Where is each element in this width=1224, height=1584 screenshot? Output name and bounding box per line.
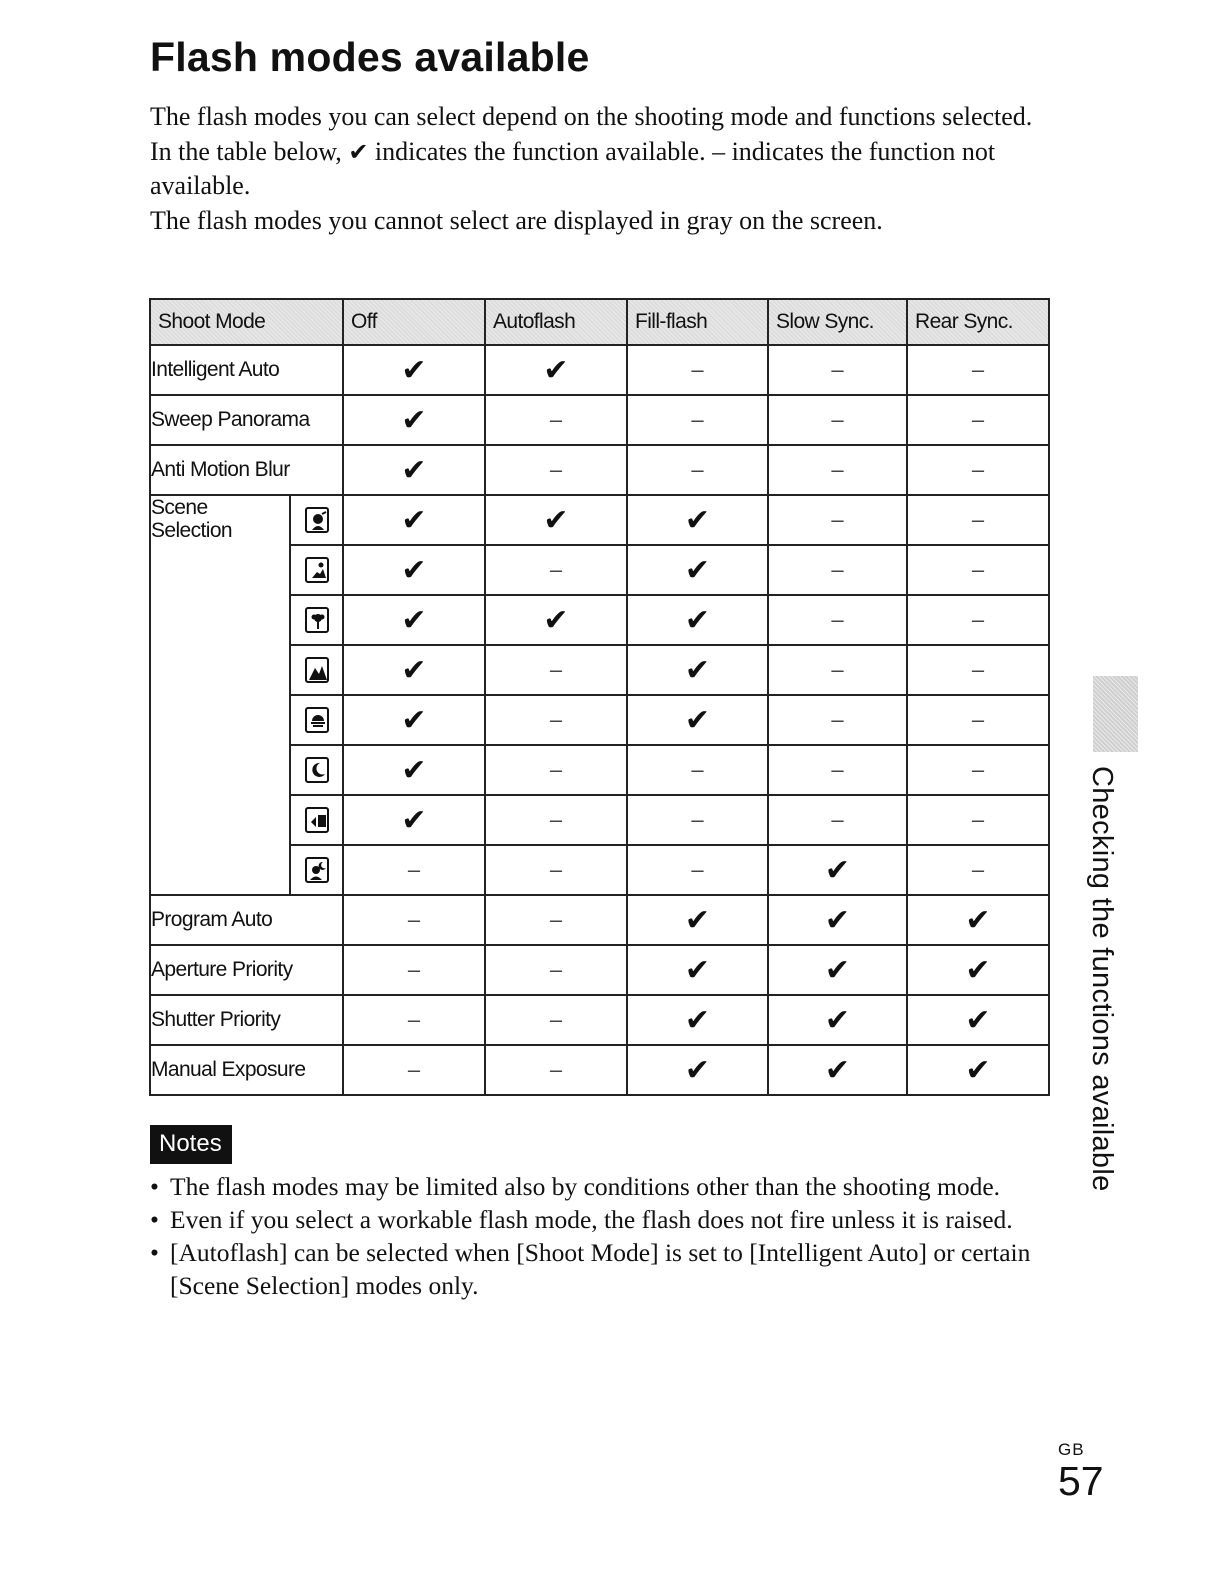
- note-item: [150, 1170, 1060, 1203]
- check-mark-icon: ✔: [348, 137, 369, 166]
- cell-autoflash: –: [485, 695, 627, 745]
- flash-mode-table: [149, 298, 1050, 1096]
- cell-off: –: [343, 945, 485, 995]
- cell-off: ✔: [343, 495, 485, 545]
- header-autoflash: Autoflash: [485, 299, 627, 345]
- cell-autoflash: ✔: [485, 595, 627, 645]
- section-tab-label: Checking the functions available: [1086, 766, 1118, 1192]
- cell-autoflash: –: [485, 645, 627, 695]
- intro-line-2-after: indicates the function available. – indicates the function not available.: [150, 136, 996, 200]
- cell-off: ✔: [343, 695, 485, 745]
- shoot-mode-cell: Anti Motion Blur: [150, 445, 343, 495]
- table-header-row: [150, 299, 1049, 345]
- cell-rear-sync: ✔: [907, 895, 1049, 945]
- table-row: [150, 345, 1049, 395]
- shoot-mode-cell: Intelligent Auto: [150, 345, 343, 395]
- cell-rear-sync: ✔: [907, 1045, 1049, 1095]
- cell-autoflash: –: [485, 845, 627, 895]
- scene-icon-cell: [290, 695, 343, 745]
- cell-fill-flash: ✔: [627, 695, 768, 745]
- portrait-icon: [305, 507, 329, 533]
- intro-line-2: [150, 135, 1050, 204]
- cell-fill-flash: ✔: [627, 495, 768, 545]
- cell-slow-sync: –: [768, 495, 907, 545]
- cell-slow-sync: ✔: [768, 945, 907, 995]
- cell-slow-sync: –: [768, 695, 907, 745]
- shoot-mode-cell: Shutter Priority: [150, 995, 343, 1045]
- cell-fill-flash: –: [627, 795, 768, 845]
- scene-icon-cell: [290, 645, 343, 695]
- cell-rear-sync: –: [907, 845, 1049, 895]
- cell-slow-sync: –: [768, 745, 907, 795]
- night-scene-icon: [305, 757, 329, 783]
- cell-slow-sync: ✔: [768, 895, 907, 945]
- landscape-icon: [305, 657, 329, 683]
- cell-rear-sync: –: [907, 645, 1049, 695]
- cell-off: ✔: [343, 745, 485, 795]
- section-tab-marker: [1093, 676, 1138, 752]
- cell-autoflash: –: [485, 395, 627, 445]
- cell-autoflash: –: [485, 795, 627, 845]
- sports-action-icon: [305, 557, 329, 583]
- hand-held-twilight-icon: [305, 807, 329, 833]
- cell-autoflash: –: [485, 895, 627, 945]
- cell-autoflash: –: [485, 1045, 627, 1095]
- table-row: [150, 395, 1049, 445]
- cell-fill-flash: ✔: [627, 595, 768, 645]
- note-text: [Autoflash] can be selected when [Shoot Mode] is set to [Intelligent Auto] or certain [Scene Selection] modes only.: [170, 1238, 1031, 1300]
- cell-fill-flash: ✔: [627, 945, 768, 995]
- scene-selection-cell: [150, 495, 290, 895]
- cell-slow-sync: –: [768, 345, 907, 395]
- notes-badge: Notes: [150, 1125, 232, 1164]
- note-text: Even if you select a workable flash mode, the flash does not fire unless it is raised.: [170, 1205, 1013, 1234]
- header-slow-sync: Slow Sync.: [768, 299, 907, 345]
- cell-off: ✔: [343, 595, 485, 645]
- cell-rear-sync: –: [907, 395, 1049, 445]
- sunset-icon: [305, 707, 329, 733]
- cell-slow-sync: ✔: [768, 1045, 907, 1095]
- bullet: •: [150, 1205, 159, 1234]
- cell-off: –: [343, 845, 485, 895]
- note-item: [150, 1236, 1060, 1302]
- cell-slow-sync: –: [768, 645, 907, 695]
- scene-icon-cell: [290, 795, 343, 845]
- cell-rear-sync: –: [907, 445, 1049, 495]
- intro-line-3: The flash modes you cannot select are displayed in gray on the screen.: [150, 205, 883, 235]
- cell-autoflash: –: [485, 995, 627, 1045]
- cell-fill-flash: ✔: [627, 545, 768, 595]
- cell-slow-sync: –: [768, 445, 907, 495]
- cell-off: –: [343, 895, 485, 945]
- cell-autoflash: –: [485, 945, 627, 995]
- cell-off: ✔: [343, 395, 485, 445]
- cell-fill-flash: ✔: [627, 995, 768, 1045]
- note-text: The flash modes may be limited also by conditions other than the shooting mode.: [170, 1172, 1001, 1201]
- cell-fill-flash: ✔: [627, 1045, 768, 1095]
- cell-rear-sync: –: [907, 545, 1049, 595]
- cell-autoflash: –: [485, 745, 627, 795]
- table-row: [150, 945, 1049, 995]
- intro-text: [150, 100, 1050, 238]
- scene-icon-cell: [290, 745, 343, 795]
- cell-fill-flash: –: [627, 345, 768, 395]
- scene-label-line-2: Selection: [151, 519, 232, 542]
- cell-rear-sync: –: [907, 745, 1049, 795]
- table-row: [150, 495, 1049, 545]
- cell-off: ✔: [343, 445, 485, 495]
- cell-slow-sync: ✔: [768, 995, 907, 1045]
- shoot-mode-cell: Manual Exposure: [150, 1045, 343, 1095]
- scene-icon-cell: [290, 495, 343, 545]
- cell-autoflash: ✔: [485, 345, 627, 395]
- notes-list: [150, 1170, 1060, 1302]
- cell-slow-sync: –: [768, 545, 907, 595]
- scene-icon-cell: [290, 595, 343, 645]
- scene-label-line-1: Scene: [151, 496, 208, 519]
- cell-fill-flash: –: [627, 845, 768, 895]
- cell-off: –: [343, 1045, 485, 1095]
- bullet: •: [150, 1238, 159, 1267]
- shoot-mode-cell: Sweep Panorama: [150, 395, 343, 445]
- cell-autoflash: –: [485, 445, 627, 495]
- cell-slow-sync: –: [768, 795, 907, 845]
- cell-autoflash: ✔: [485, 495, 627, 545]
- cell-autoflash: –: [485, 545, 627, 595]
- cell-slow-sync: ✔: [768, 845, 907, 895]
- cell-fill-flash: ✔: [627, 645, 768, 695]
- cell-off: –: [343, 995, 485, 1045]
- shoot-mode-cell: Aperture Priority: [150, 945, 343, 995]
- cell-off: ✔: [343, 345, 485, 395]
- cell-rear-sync: –: [907, 495, 1049, 545]
- note-item: [150, 1203, 1060, 1236]
- table-row: [150, 995, 1049, 1045]
- scene-icon-cell: [290, 545, 343, 595]
- cell-slow-sync: –: [768, 395, 907, 445]
- cell-off: ✔: [343, 795, 485, 845]
- cell-off: ✔: [343, 645, 485, 695]
- cell-slow-sync: –: [768, 595, 907, 645]
- header-shoot-mode: Shoot Mode: [150, 299, 343, 345]
- intro-line-2-before: In the table below,: [150, 136, 342, 166]
- cell-fill-flash: –: [627, 745, 768, 795]
- page-number: 57: [1058, 1458, 1104, 1504]
- header-fill-flash: Fill-flash: [627, 299, 768, 345]
- table-row: [150, 445, 1049, 495]
- cell-rear-sync: ✔: [907, 945, 1049, 995]
- cell-fill-flash: –: [627, 395, 768, 445]
- cell-rear-sync: –: [907, 345, 1049, 395]
- page-title: Flash modes available: [150, 34, 590, 80]
- page-region-code: GB: [1058, 1440, 1085, 1459]
- bullet: •: [150, 1172, 159, 1201]
- table-row: [150, 895, 1049, 945]
- cell-fill-flash: –: [627, 445, 768, 495]
- table-row: [150, 1045, 1049, 1095]
- shoot-mode-cell: Program Auto: [150, 895, 343, 945]
- night-portrait-icon: [305, 857, 329, 883]
- scene-icon-cell: [290, 845, 343, 895]
- header-off: Off: [343, 299, 485, 345]
- cell-rear-sync: –: [907, 795, 1049, 845]
- macro-icon: [305, 607, 329, 633]
- cell-rear-sync: –: [907, 695, 1049, 745]
- cell-fill-flash: ✔: [627, 895, 768, 945]
- cell-rear-sync: –: [907, 595, 1049, 645]
- cell-rear-sync: ✔: [907, 995, 1049, 1045]
- header-rear-sync: Rear Sync.: [907, 299, 1049, 345]
- intro-line-1: The flash modes you can select depend on the shooting mode and functions selected.: [150, 102, 1033, 131]
- cell-off: ✔: [343, 545, 485, 595]
